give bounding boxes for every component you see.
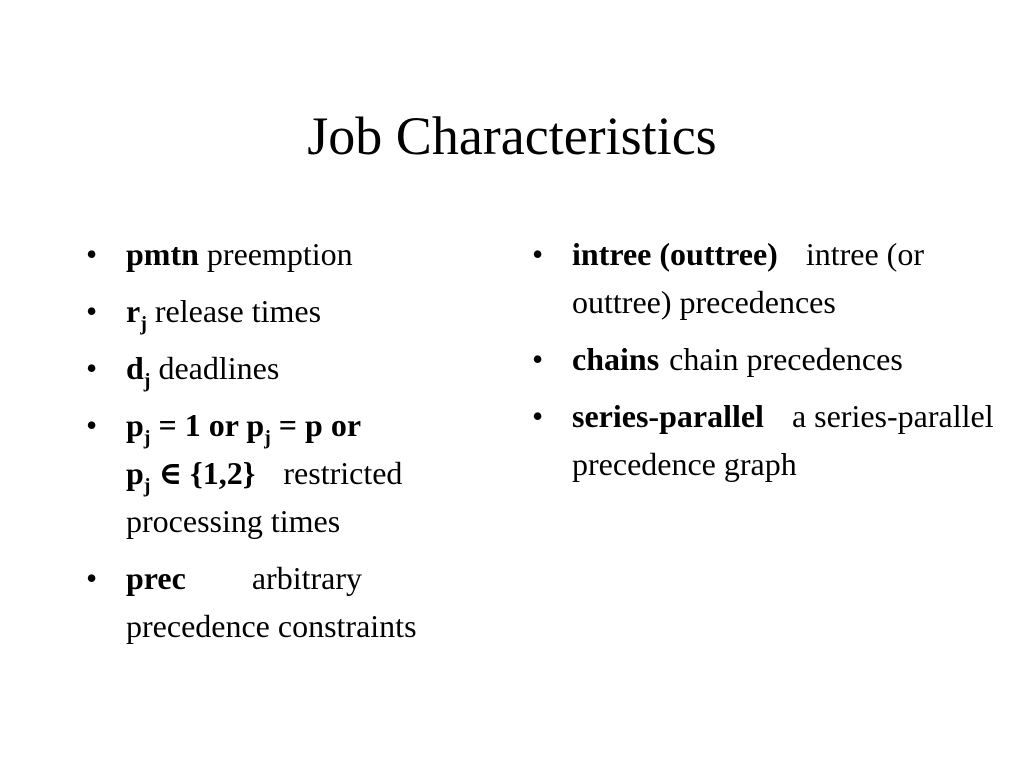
term-pmtn: pmtn [126, 236, 199, 272]
bullet-icon: • [86, 350, 98, 386]
desc-arbitrary-precedence: arbitrary precedence constraints [126, 560, 417, 644]
term-p-part3: = p or [270, 407, 362, 443]
term-p-part2: = 1 or p [150, 407, 265, 443]
list-item [532, 230, 1002, 326]
bullet-icon: • [532, 236, 544, 272]
list-item [86, 401, 506, 545]
term-d: d [126, 350, 144, 386]
desc-restricted-processing: restricted processing times [126, 455, 403, 539]
left-bullet-list [86, 230, 506, 659]
term-series-parallel: series-parallel [572, 398, 764, 434]
desc-intree: intree (or outtree) precedences [572, 236, 924, 320]
term-p-part5: ∈ {1,2} [150, 455, 256, 491]
term-r: r [126, 293, 141, 329]
right-bullet-list [532, 230, 1002, 497]
bullet-icon: • [532, 341, 544, 377]
list-item [532, 335, 1002, 383]
list-item [86, 344, 506, 392]
bullet-icon: • [86, 236, 98, 272]
bullet-icon: • [86, 407, 98, 443]
bullet-icon: • [86, 560, 98, 596]
list-item [86, 554, 506, 650]
subscript-j: j [143, 370, 151, 392]
list-item [86, 287, 506, 335]
subscript-j: j [140, 313, 147, 335]
slide-title: Job Characteristics [307, 106, 717, 166]
subscript-j: j [143, 475, 151, 497]
desc-series-parallel: a series-parallel precedence graph [572, 398, 994, 482]
term-p-part1: p [126, 407, 144, 443]
term-intree: intree (outtree) [572, 236, 778, 272]
list-item [532, 392, 1002, 488]
subscript-j: j [143, 427, 151, 449]
term-p-part4: p [126, 455, 144, 491]
bullet-icon: • [532, 398, 544, 434]
desc-chains: chain precedences [669, 341, 903, 377]
term-chains: chains [572, 341, 660, 377]
desc-deadlines: deadlines [158, 350, 280, 386]
subscript-j: j [264, 427, 271, 449]
list-item [86, 230, 506, 278]
desc-release-times: release times [154, 293, 322, 329]
term-prec: prec [126, 560, 186, 596]
bullet-icon: • [86, 293, 98, 329]
desc-pmtn: preemption [206, 236, 353, 272]
